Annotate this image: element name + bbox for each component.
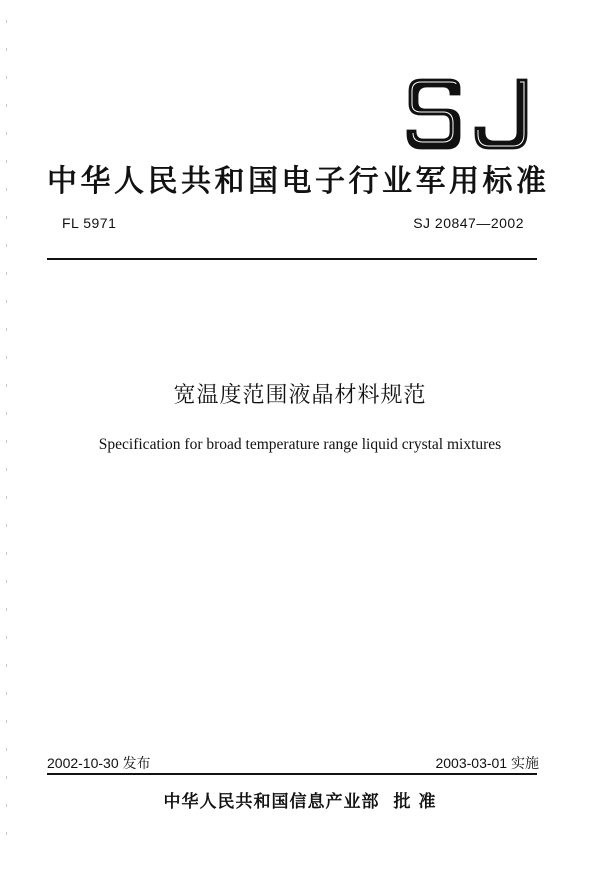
document-title-english: Specification for broad temperature range liquid crystal mixtures <box>98 436 502 453</box>
issue-date: 2002-10-30 发布 <box>47 755 151 771</box>
classification-code: FL 5971 <box>62 215 117 231</box>
document-title-chinese: 宽温度范围液晶材料规范 <box>173 383 427 408</box>
issuing-authority: 中华人民共和国信息产业部 <box>163 792 380 812</box>
issuing-authority-line <box>0 787 600 812</box>
sj-logo <box>403 74 533 154</box>
approval-label: 批 准 <box>393 792 437 812</box>
footer-divider <box>47 773 537 775</box>
implementation-date: 2003-03-01 实施 <box>435 755 539 771</box>
header-divider <box>47 258 537 260</box>
standard-category-title: 中华人民共和国电子行业军用标准 <box>47 164 550 199</box>
standard-number: SJ 20847—2002 <box>413 215 524 231</box>
